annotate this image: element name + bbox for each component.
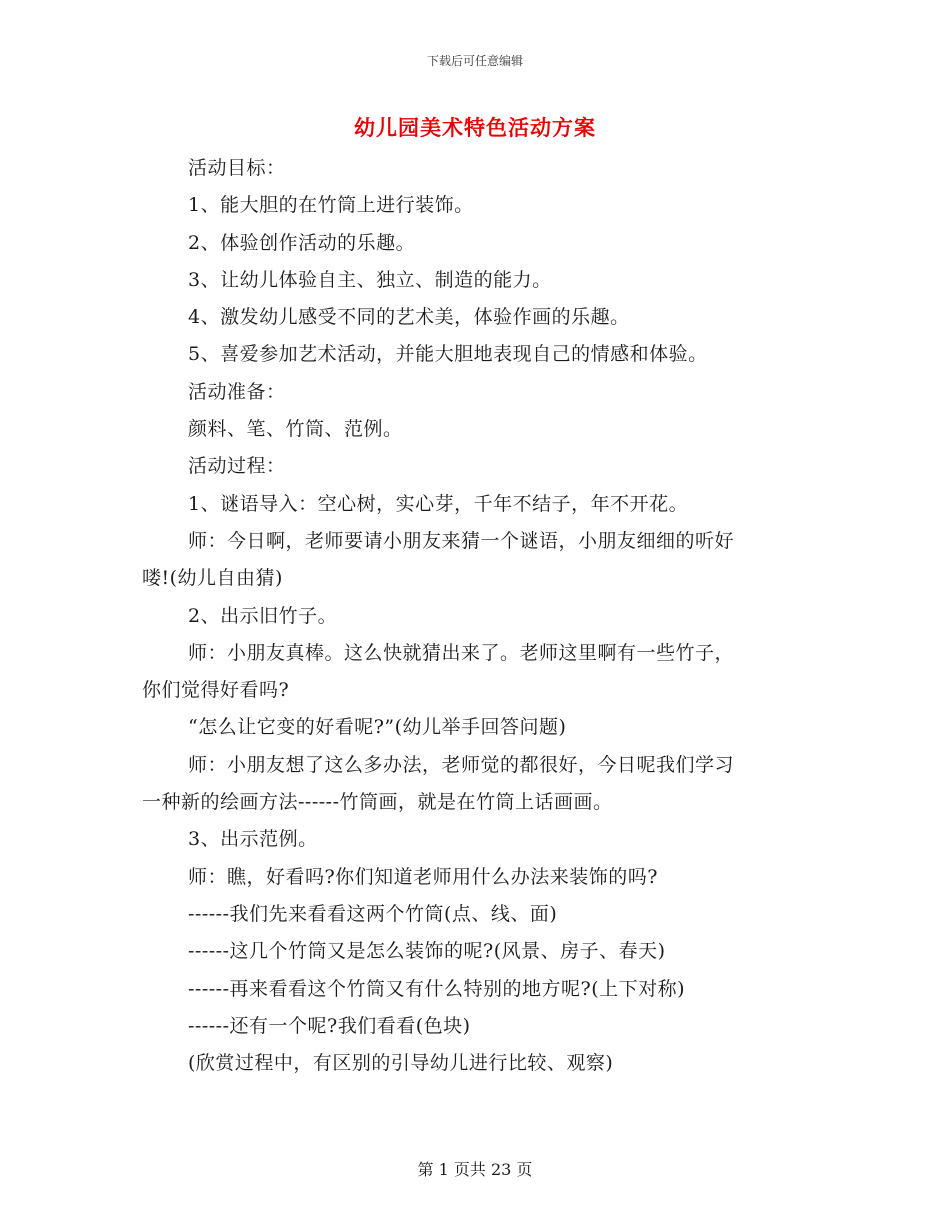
line-goal-4: 4、激发幼儿感受不同的艺术美，体验作画的乐趣。 xyxy=(188,306,630,329)
line-goals-heading: 活动目标： xyxy=(188,157,286,179)
line-teacher-1b: 喽!(幼儿自由猜) xyxy=(142,567,283,590)
line-goal-5: 5、喜爱参加艺术活动，并能大胆地表现自己的情感和体验。 xyxy=(188,343,708,366)
page-footer: 第 1 页共 23 页 xyxy=(417,1160,533,1179)
line-prep-heading: 活动准备： xyxy=(188,380,286,403)
line-step-3: 3、出示范例。 xyxy=(188,828,318,851)
document-body xyxy=(142,150,802,1082)
line-dash-4: ------还有一个呢?我们看看(色块) xyxy=(188,1014,471,1037)
document-title: 幼儿园美术特色活动方案 xyxy=(354,115,596,140)
line-teacher-2a: 师：小朋友真棒。这么快就猜出来了。老师这里啊有一些竹子， xyxy=(188,641,735,664)
line-step-2: 2、出示旧竹子。 xyxy=(188,604,338,627)
line-step-1: 1、谜语导入：空心树，实心芽，千年不结子，年不开花。 xyxy=(188,492,689,515)
line-teacher-1a: 师：今日啊，老师要请小朋友来猜一个谜语，小朋友细细的听好 xyxy=(188,529,735,552)
page-header: 下载后可任意编辑 xyxy=(426,54,523,68)
line-note: (欣赏过程中，有区别的引导幼儿进行比较、观察) xyxy=(188,1052,614,1075)
line-teacher-3b: 一种新的绘画方法------竹筒画，就是在竹筒上话画画。 xyxy=(142,791,613,814)
line-goal-3: 3、让幼儿体验自主、独立、制造的能力。 xyxy=(188,268,552,291)
line-teacher-2b: 你们觉得好看吗? xyxy=(142,679,290,702)
line-dash-1: ------我们先来看看这两个竹筒(点、线、面) xyxy=(188,902,558,925)
line-teacher-3a: 师：小朋友想了这么多办法，老师觉的都很好，今日呢我们学习 xyxy=(188,753,735,776)
line-prep-items: 颜料、笔、竹筒、范例。 xyxy=(188,418,403,441)
line-dash-3: ------再来看看这个竹筒又有什么特别的地方呢?(上下对称) xyxy=(188,977,686,1000)
line-goal-1: 1、能大胆的在竹筒上进行装饰。 xyxy=(188,194,474,217)
line-question: “怎么让它变的好看呢?”(幼儿举手回答问题) xyxy=(188,716,567,739)
line-goal-2: 2、体验创作活动的乐趣。 xyxy=(188,231,416,254)
line-dash-2: ------这几个竹筒又是怎么装饰的呢?(风景、房子、春天) xyxy=(188,940,666,963)
line-process-heading: 活动过程： xyxy=(188,455,286,478)
line-teacher-4: 师：瞧，好看吗?你们知道老师用什么办法来装饰的吗? xyxy=(188,865,658,888)
